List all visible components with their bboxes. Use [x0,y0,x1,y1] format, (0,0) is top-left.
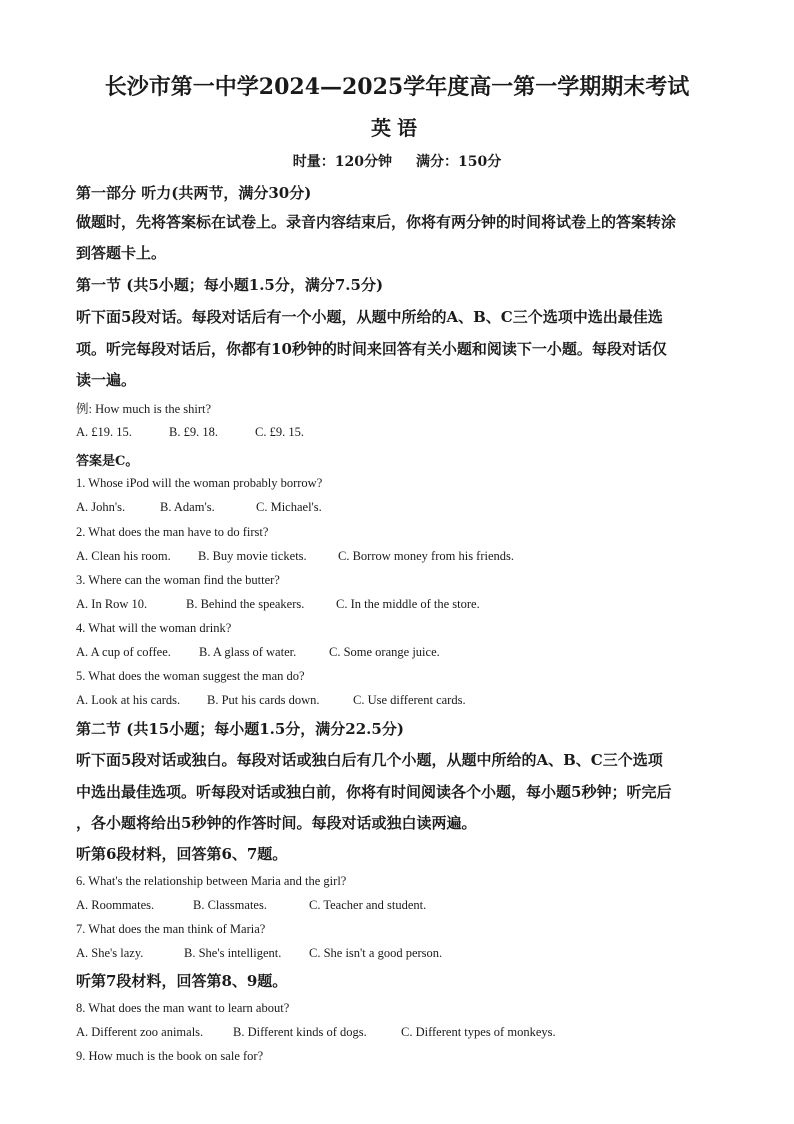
question-options [76,597,480,612]
section1-heading: 第一节 (共5小题；每小题1.5分，满分7.5分) [76,276,384,294]
exam-meta [0,151,794,171]
question: 9. How much is the book on sale for? [76,1049,264,1063]
option-c: C. Borrow money from his friends. [338,549,515,563]
section2-instruction-line: 中选出最佳选项。听每段对话或独白前，你将有时间阅读各个小题，每小题5秒钟；听完后 [76,783,672,801]
section2-heading: 第二节 (共15小题；每小题1.5分，满分22.5分) [76,720,404,738]
option-c: C. In the middle of the store. [336,597,480,611]
section1-instruction-line: 读一遍。 [76,371,137,389]
material-heading: 听第7段材料，回答第8、9题。 [76,972,288,990]
option-a: A. £19. 15. [76,425,132,439]
option-a: A. She's lazy. [76,946,144,960]
subject-title: 英语 [371,116,423,140]
exam-title: 长沙市第一中学2024—2025学年度高一第一学期期末考试 [104,74,690,100]
question: 2. What does the man have to do first? [76,525,269,539]
option-b: B. Adam's. [160,500,215,514]
option-c: C. Some orange juice. [329,645,440,659]
material-heading: 听第6段材料，回答第6、7题。 [76,845,288,863]
question-options [76,693,466,708]
option-b: B. Behind the speakers. [186,597,305,611]
question-options [76,645,440,660]
option-a: A. Look at his cards. [76,693,181,707]
option-c: C. Different types of monkeys. [401,1025,556,1039]
question: 5. What does the woman suggest the man do? [76,669,305,683]
option-a: A. A cup of coffee. [76,645,171,659]
section1-instruction-line: 项。听完每段对话后，你都有10秒钟的时间来回答有关小题和阅读下一小题。每段对话仅 [76,340,667,358]
question: 1. Whose iPod will the woman probably borrow? [76,476,323,490]
section2-instruction-line: 听下面5段对话或独白。每段对话或独白后有几个小题，从题中所给的A、B、C三个选项 [76,751,663,769]
section2-instruction-line: ，各小题将给出5秒钟的作答时间。每段对话或独白读两遍。 [76,814,477,832]
option-b: B. She's intelligent. [184,946,282,960]
example-answer: 答案是C。 [76,454,139,469]
option-b: B. A glass of water. [199,645,297,659]
option-b: B. £9. 18. [169,425,218,439]
question-options [76,1025,556,1040]
question-options [76,898,426,913]
part1-instruction-line: 做题时，先将答案标在试卷上。录音内容结束后，你将有两分钟的时间将试卷上的答案转涂 [76,213,677,231]
question: 7. What does the man think of Maria? [76,922,266,936]
question: 8. What does the man want to learn about? [76,1001,290,1015]
option-c: C. She isn't a good person. [309,946,443,960]
option-a: A. In Row 10. [76,597,148,611]
option-c: C. Use different cards. [353,693,466,707]
option-a: A. Different zoo animals. [76,1025,204,1039]
example-question: 例: How much is the shirt? [76,402,212,416]
section1-instruction-line: 听下面5段对话。每段对话后有一个小题，从题中所给的A、B、C三个选项中选出最佳选 [76,308,663,326]
option-c: C. Teacher and student. [309,898,427,912]
question: 4. What will the woman drink? [76,621,232,635]
time-label: 时量：120分钟 [292,154,392,170]
question-options [76,549,514,564]
score-label: 满分：150分 [416,154,502,170]
option-b: B. Different kinds of dogs. [233,1025,367,1039]
option-a: A. Clean his room. [76,549,171,563]
option-c: C. Michael's. [256,500,322,514]
option-b: B. Put his cards down. [207,693,320,707]
question-options [76,946,442,961]
option-c: C. £9. 15. [255,425,304,439]
option-b: B. Buy movie tickets. [198,549,307,563]
option-b: B. Classmates. [193,898,267,912]
option-a: A. Roommates. [76,898,155,912]
option-a: A. John's. [76,500,126,514]
part1-heading: 第一部分 听力(共两节，满分30分) [76,184,312,202]
example-options [76,425,304,440]
question-options [76,500,322,515]
part1-instruction-line: 到答题卡上。 [76,244,167,262]
question: 3. Where can the woman find the butter? [76,573,280,587]
question: 6. What's the relationship between Maria and the girl? [76,874,347,888]
